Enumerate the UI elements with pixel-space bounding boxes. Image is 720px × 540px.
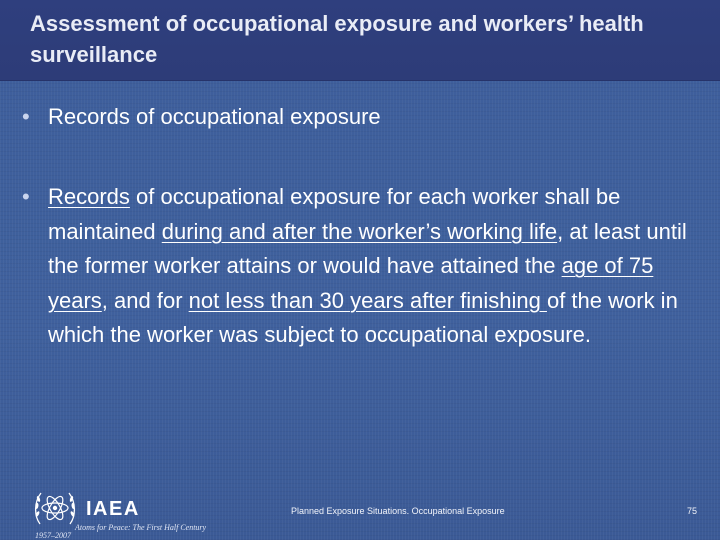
text-run: of occupational exposure for each worker shall be maintained [48,184,621,244]
iaea-atom-laurel-icon [30,484,80,534]
bullet-text [48,100,381,135]
iaea-logo [30,484,220,540]
slide-title: Assessment of occupational exposure and workers’ health surveillance [30,11,644,67]
title-bar [0,0,720,81]
bullet-icon: • [22,104,30,129]
underlined-text-run: during and after the worker’s working life [161,218,558,244]
logo-slogan: Atoms for Peace: The First Half Century [75,523,207,532]
page-number: 75 [687,506,698,516]
logo-years: 1957–2007 [35,531,71,540]
footer-caption: Planned Exposure Situations. Occupational Exposure [291,506,505,516]
text-run: Records of occupational exposure [48,104,381,129]
underlined-text-run: Records [48,184,130,209]
bullet-icon: • [22,184,30,209]
text-run: , at least until the former worker attains or would have attained the [48,218,687,278]
text-run: of the work in which the worker was subject to occupational exposure. [48,287,678,347]
bullet-text [48,180,698,353]
logo-name: IAEA [86,498,140,520]
underlined-text-run: not less than 30 years after finishing [188,287,547,313]
slide-footer [0,478,720,540]
text-run: , and for [101,287,189,313]
underlined-text-run: age of 75 years [48,253,654,313]
